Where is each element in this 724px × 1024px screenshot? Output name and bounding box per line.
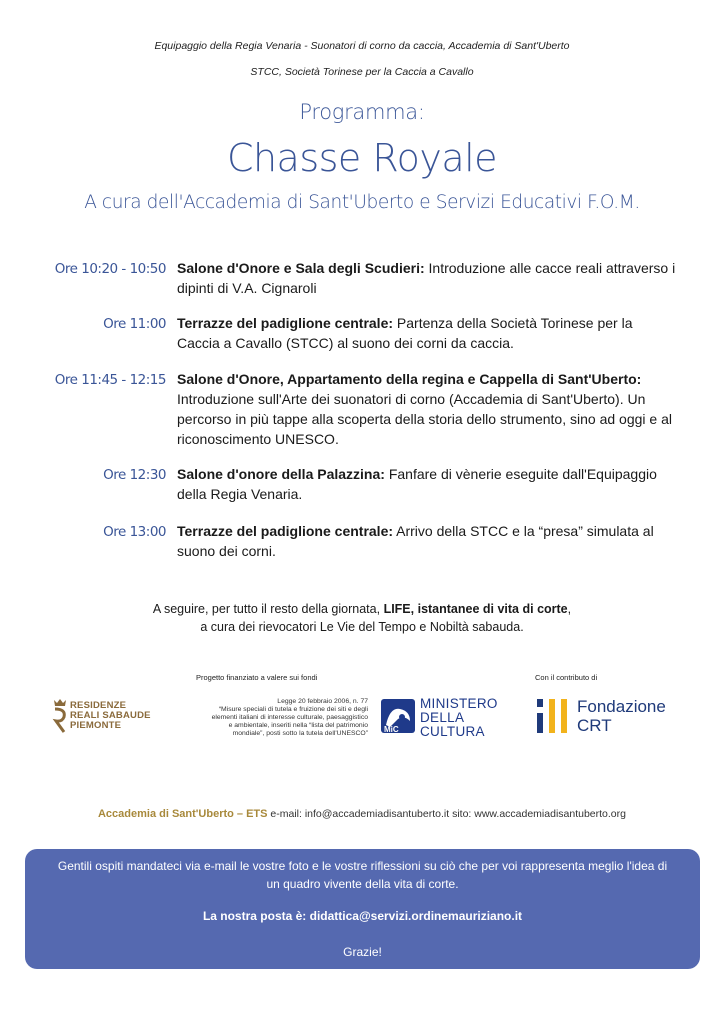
program-text: Partenza della Società Torinese per la Caccia a Cavallo (STCC) al suono dei corni da caccia. <box>177 315 633 351</box>
residenze-line-2: REALI SABAUDE <box>70 710 151 721</box>
program-time: Ore 11:45 - 12:15 <box>54 372 166 388</box>
program-place: Salone d'onore della Palazzina: <box>177 466 385 482</box>
following-note <box>0 600 724 636</box>
residenze-reali-logo <box>52 698 172 738</box>
program-description <box>177 369 677 449</box>
funding-label: Progetto finanziato a valere sui fondi <box>196 673 318 682</box>
contact-org: Accademia di Sant'Uberto – ETS <box>97 808 268 820</box>
program-place: Salone d'Onore e Sala degli Scudieri: <box>177 260 425 276</box>
program-time: Ore 11:00 <box>103 316 166 332</box>
program-place: Terrazze del padiglione centrale: <box>177 523 394 539</box>
program-place: Salone d'Onore, Appartamento della regina e Cappella di Sant'Uberto: <box>177 371 642 387</box>
program-description <box>177 521 677 561</box>
residenze-line-1: RESIDENZE <box>70 700 127 711</box>
thanks: Grazie! <box>343 945 382 959</box>
law-line: mondiale”, posti sotto la tutela dell'UNESCO” <box>232 730 368 737</box>
program-time: Ore 10:20 - 10:50 <box>54 261 166 277</box>
program-text: Arrivo della STCC e la “presa” simulata al suono dei corni. <box>177 523 654 559</box>
law-line: “Misure speciali di tutela e fruizione dei siti e degli <box>218 706 368 713</box>
header-line-2: STCC, Società Torinese per la Caccia a Cavallo <box>250 66 474 78</box>
law-line: e ambientale, inseriti nella “lista del patrimonio <box>228 722 368 729</box>
law-reference <box>182 698 368 738</box>
program-description <box>177 464 677 504</box>
ministero-cultura-logo <box>380 697 510 739</box>
mic-line-3: CULTURA <box>420 724 485 739</box>
law-line: elementi italiani di interesse culturale, paesaggistico <box>211 714 368 721</box>
residenze-crown-icon <box>52 698 68 734</box>
following-pre: A seguire, per tutto il resto della giornata, <box>152 602 384 616</box>
program-description <box>177 258 677 298</box>
program-text: Introduzione sull'Arte dei suonatori di corno (Accademia di Sant'Uberto). Un percorso in più tappe alla scoperta della storia dello strumento, sino ad oggi e al riconoscimento UNESCO. <box>177 391 672 447</box>
contribution-label: Con il contributo di <box>535 673 598 682</box>
program-description <box>177 313 677 353</box>
program-time: Ore 13:00 <box>103 524 166 540</box>
crt-bars-icon <box>535 697 571 735</box>
contact-line <box>0 808 724 820</box>
program-text: Introduzione alle cacce reali attraverso i dipinti di V.A. Cignaroli <box>177 260 676 296</box>
fondazione-crt-logo <box>535 697 685 737</box>
header-line-1: Equipaggio della Regia Venaria - Suonatori di corno da caccia, Accademia di Sant'Uberto <box>154 40 570 52</box>
crt-line-1: Fondazione <box>577 697 666 716</box>
page-title: Chasse Royale <box>226 136 498 180</box>
mic-line-2: DELLA <box>420 710 465 725</box>
program-text: Fanfare di vènerie eseguite dall'Equipaggio della Regia Venaria. <box>177 466 657 502</box>
mail-address[interactable]: La nostra posta è: didattica@servizi.ordinemauriziano.it <box>202 909 523 923</box>
mic-line-1: MINISTERO <box>420 696 498 711</box>
program-time: Ore 12:30 <box>103 467 166 483</box>
residenze-line-3: PIEMONTE <box>70 720 122 731</box>
crt-line-2: CRT <box>577 716 612 735</box>
guest-message: Gentili ospiti mandateci via e-mail le vostre foto e le vostre riflessioni su ciò che per voi rappresenta meglio l'idea di un quadro vivente della vita di corte. <box>57 859 668 891</box>
page-subtitle: A cura dell'Accademia di Sant'Uberto e Servizi Educativi F.O.M. <box>84 192 640 213</box>
following-post: , <box>567 602 572 616</box>
guest-message-box <box>25 849 700 969</box>
program-label: Programma: <box>299 100 425 124</box>
following-line2: a cura dei rievocatori Le Vie del Tempo e Nobiltà sabauda. <box>200 620 524 634</box>
program-place: Terrazze del padiglione centrale: <box>177 315 394 331</box>
contact-details[interactable]: e-mail: info@accademiadisantuberto.it sito: www.accademiadisantuberto.org <box>267 808 626 820</box>
following-bold: LIFE, istantanee di vita di corte <box>383 602 568 616</box>
mic-abbr: MiC <box>384 725 399 734</box>
law-line: Legge 20 febbraio 2006, n. 77 <box>277 698 368 705</box>
